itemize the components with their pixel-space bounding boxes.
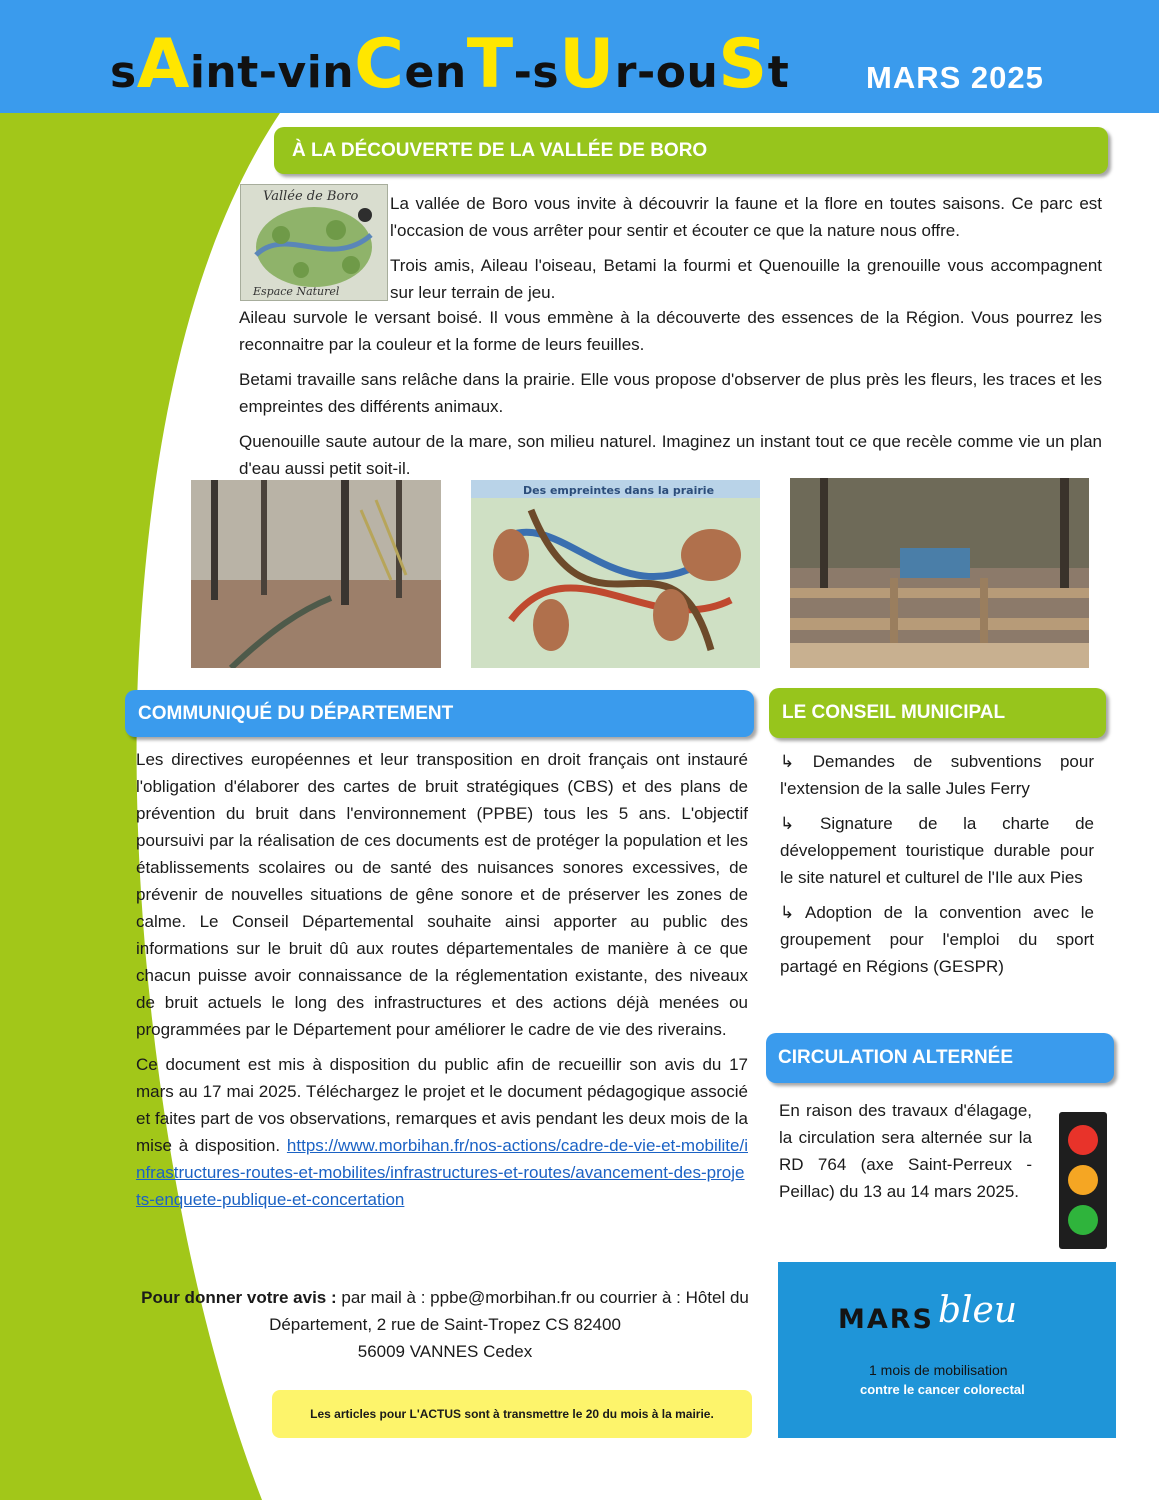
departement-paragraph-text: Ce document est mis à disposition du public afin de recueillir son avis du 17 mars au 17 mai 2025. Téléchargez le projet et le document pédagogique associé et faites part de vos observations, remarques et avis pendant les deux mois de la mise à disposition. xyxy=(136,1055,748,1155)
avis-city: 56009 VANNES Cedex xyxy=(357,1342,533,1361)
avis-contact: par mail à : ppbe@morbihan.fr ou courrier à : Hôtel du Département, 2 rue de Saint-Tropez CS 82400 xyxy=(269,1288,749,1334)
orange-lamp-icon xyxy=(1068,1165,1098,1195)
mars-bleu-poster xyxy=(778,1262,1116,1438)
morbihan-link[interactable]: https://www.morbihan.fr/nos-actions/cadre-de-vie-et-mobilite/infrastructures-routes-et-mobilites/infrastructures-et-routes/avancement-des-projets-enquete-publique-et-concertation xyxy=(136,1136,748,1209)
conseil-list xyxy=(780,748,1094,988)
green-lamp-icon xyxy=(1068,1205,1098,1235)
mars-bleu-word: MARS xyxy=(838,1304,935,1335)
conseil-item-text: Signature de la charte de développement touristique durable pour le site naturel et culturel de l'Ile aux Pies xyxy=(780,814,1094,887)
photo-panel-title: Des empreintes dans la prairie xyxy=(523,484,715,497)
newsletter-title xyxy=(110,25,790,108)
conseil-item-text: Adoption de la convention avec le groupement pour l'emploi du sport partagé en Régions (GESPR) xyxy=(780,903,1094,976)
avis-label: Pour donner votre avis : xyxy=(141,1288,342,1307)
red-lamp-icon xyxy=(1068,1125,1098,1155)
departement-heading: COMMUNIQUÉ DU DÉPARTEMENT xyxy=(125,690,754,737)
boro-paragraph: La vallée de Boro vous invite à découvrir la faune et la flore en toutes saisons. Ce parc est l'occasion de vous arrêter pour sentir et écouter ce que la nature nous offre. xyxy=(390,194,1102,240)
boro-paragraph: Aileau survole le versant boisé. Il vous emmène à la découverte des essences de la Région. Vous pourrez les reconnaitre par la couleur et la forme de leurs feuilles. xyxy=(239,308,1102,354)
articles-note: Les articles pour L'ACTUS sont à transmettre le 20 du mois à la mairie. xyxy=(272,1390,752,1438)
departement-paragraph-2 xyxy=(136,1051,748,1213)
pond-boardwalk-photo xyxy=(790,478,1089,668)
title-capital-letter: S xyxy=(718,25,768,104)
title-letters: r-ou xyxy=(614,47,719,98)
forest-stream-photo xyxy=(191,480,441,668)
boro-paragraph: Quenouille saute autour de la mare, son milieu naturel. Imaginez un instant tout ce que recèle comme vie un plan d'eau aussi petit soit-il. xyxy=(239,432,1102,478)
conseil-item xyxy=(780,810,1094,891)
boro-intro-text xyxy=(390,190,1102,314)
boro-heading: À LA DÉCOUVERTE DE LA VALLÉE DE BORO xyxy=(274,127,1108,174)
title-capital-letter: A xyxy=(136,25,190,104)
title-letters: s xyxy=(110,47,137,98)
conseil-item xyxy=(780,899,1094,980)
departement-paragraph: Les directives européennes et leur transposition en droit français ont instauré l'obligation d'élaborer des cartes de bruit stratégiques (CBS) et des plans de prévention du bruit dans l'environnement (PPBE) tous les 5 ans. L'objectif poursuivi par la réalisation de ces documents est de protéger la population et les établissements scolaires ou de santé des nuisances sonores excessives, de prévenir de nouvelles situations de gêne sonore et de préserver les zones de calme. Le Conseil Départemental souhaite ainsi apporter au public des informations sur le bruit dû aux routes départementales de manière à ce que chacun puisse avoir connaissance de la réglementation existante, des niveaux de bruit actuels le long des infrastructures et des actions déjà menées ou programmées par le Département pour améliorer le cadre de vie des riverains. xyxy=(136,750,748,1039)
conseil-item-text: Demandes de subventions pour l'extension de la salle Jules Ferry xyxy=(780,752,1094,798)
conseil-heading: LE CONSEIL MUNICIPAL xyxy=(769,688,1106,738)
conseil-item xyxy=(780,748,1094,802)
boro-paragraph: Trois amis, Aileau l'oiseau, Betami la fourmi et Quenouille la grenouille vous accompagnent sur leur terrain de jeu. xyxy=(390,256,1102,302)
circulation-heading: CIRCULATION ALTERNÉE xyxy=(766,1033,1114,1083)
title-capital-letter: C xyxy=(354,25,405,104)
boro-body-text xyxy=(239,304,1102,490)
title-capital-letter: U xyxy=(559,25,615,104)
footprints-panel-photo xyxy=(471,480,760,668)
boro-map-image xyxy=(240,184,388,301)
departement-text xyxy=(136,746,748,1221)
boro-paragraph: Betami travaille sans relâche dans la prairie. Elle vous propose d'observer de plus près les fleurs, les traces et les empreintes des différents animaux. xyxy=(239,370,1102,416)
title-letters: -s xyxy=(513,47,560,98)
mars-bleu-line1: 1 mois de mobilisation xyxy=(869,1362,1008,1378)
circulation-text: En raison des travaux d'élagage, la circulation sera alternée sur la RD 764 (axe Saint-Perreux - Peillac) du 13 au 14 mars 2025. xyxy=(779,1101,1032,1201)
traffic-light-icon xyxy=(1059,1112,1107,1249)
map-title-text: Vallée de Boro xyxy=(263,189,359,204)
arrow-icon: ↳ xyxy=(780,903,795,922)
title-letters: int-vin xyxy=(189,47,355,98)
title-letters: t xyxy=(767,47,790,98)
avis-block xyxy=(140,1284,750,1365)
arrow-icon: ↳ xyxy=(780,752,795,771)
mars-bleu-script: bleu xyxy=(938,1290,1018,1331)
title-letters: en xyxy=(404,47,467,98)
map-subtitle-text: Espace Naturel xyxy=(253,285,340,298)
title-capital-letter: T xyxy=(466,25,514,104)
mars-bleu-line2: contre le cancer colorectal xyxy=(860,1382,1025,1397)
issue-date: MARS 2025 xyxy=(866,60,1044,95)
arrow-icon: ↳ xyxy=(780,814,795,833)
